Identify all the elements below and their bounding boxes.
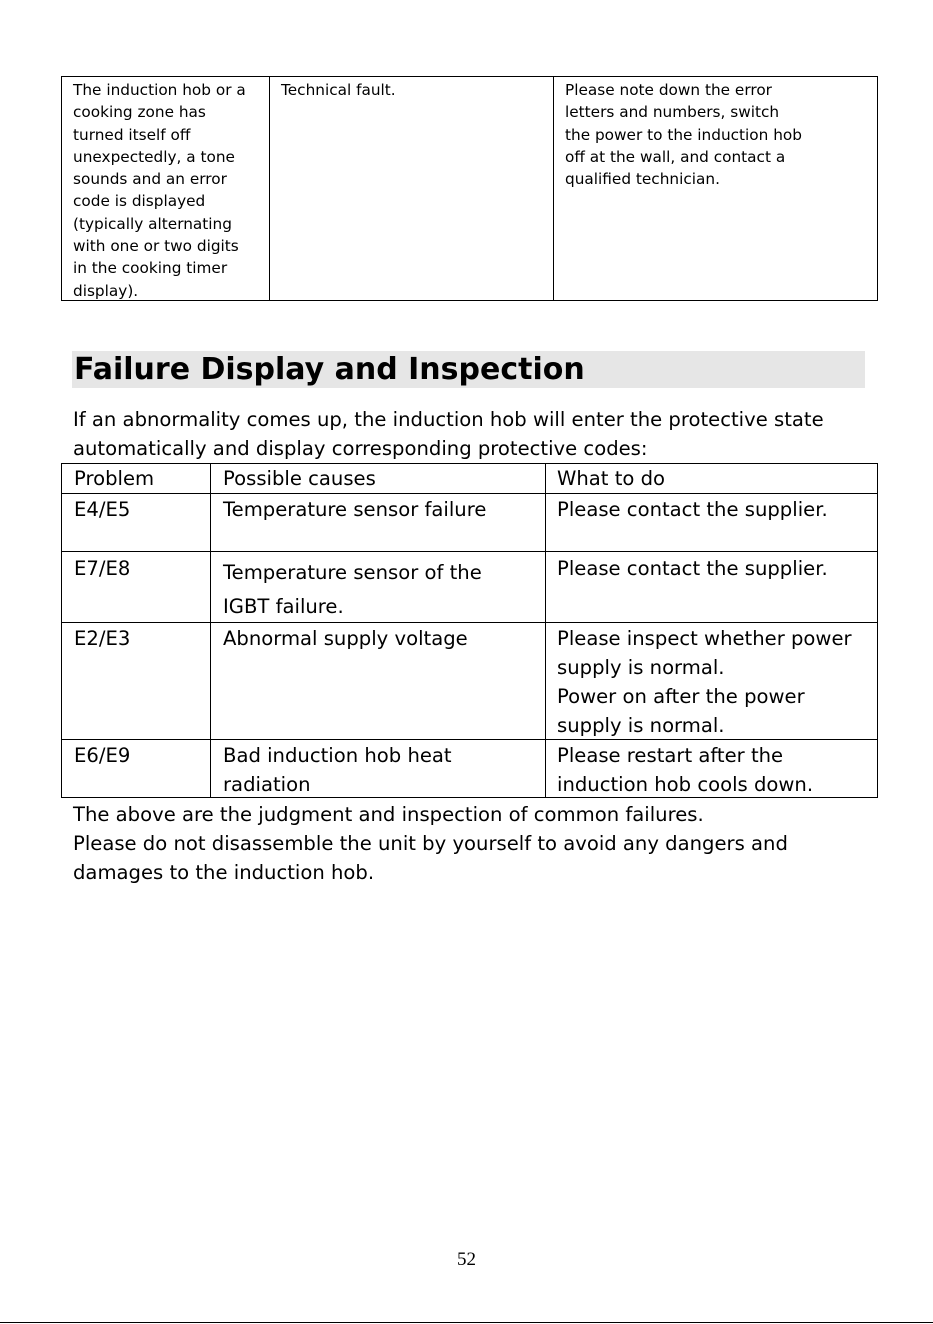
row-divider bbox=[62, 493, 877, 494]
row-code: E7/E8 bbox=[74, 557, 131, 580]
section-title: Failure Display and Inspection bbox=[74, 352, 585, 387]
header-problem: Problem bbox=[74, 467, 155, 490]
row-action: Please contact the supplier. bbox=[557, 498, 828, 521]
row-code: E6/E9 bbox=[74, 744, 131, 767]
intro-paragraph: If an abnormality comes up, the induction hob will enter the protective state automatically and display corresponding protective codes: bbox=[73, 408, 824, 460]
row-cause: Temperature sensor of the IGBT failure. bbox=[223, 561, 482, 618]
section-heading bbox=[72, 351, 865, 388]
top-problem-text: The induction hob or a cooking zone has turned itself off unexpectedly, a tone sounds and an error code is displayed (typically alternating with one or two digits in the cooking timer display). bbox=[73, 81, 246, 300]
failure-table bbox=[61, 463, 878, 798]
row-cause: Temperature sensor failure bbox=[223, 498, 487, 521]
row-code: E2/E3 bbox=[74, 627, 131, 650]
column-divider bbox=[545, 464, 546, 797]
row-action: Please contact the supplier. bbox=[557, 557, 828, 580]
closing-paragraph: The above are the judgment and inspection of common failures. Please do not disassemble the unit by yourself to avoid any dangers and damages to the induction hob. bbox=[73, 803, 788, 884]
row-divider bbox=[62, 551, 877, 552]
top-problem-cell bbox=[62, 77, 269, 300]
row-action: Please restart after the induction hob cools down. bbox=[557, 744, 814, 796]
row-code: E4/E5 bbox=[74, 498, 131, 521]
row-action: Please inspect whether power supply is normal. Power on after the power supply is normal. bbox=[557, 627, 852, 737]
top-cause-text: Technical fault. bbox=[281, 81, 396, 99]
header-what-to-do: What to do bbox=[557, 467, 666, 490]
header-possible-causes: Possible causes bbox=[223, 467, 376, 490]
row-cause: Bad induction hob heat radiation bbox=[223, 744, 452, 796]
bottom-rule bbox=[0, 1322, 933, 1323]
top-cause-cell bbox=[269, 77, 554, 300]
top-action-cell bbox=[553, 77, 877, 300]
error-table-top bbox=[61, 76, 878, 301]
top-action-text: Please note down the error letters and numbers, switch the power to the induction hob off at the wall, and contact a qualified technician. bbox=[565, 81, 802, 189]
page-number: 52 bbox=[457, 1249, 476, 1270]
column-divider bbox=[210, 464, 211, 797]
row-cause: Abnormal supply voltage bbox=[223, 627, 468, 650]
